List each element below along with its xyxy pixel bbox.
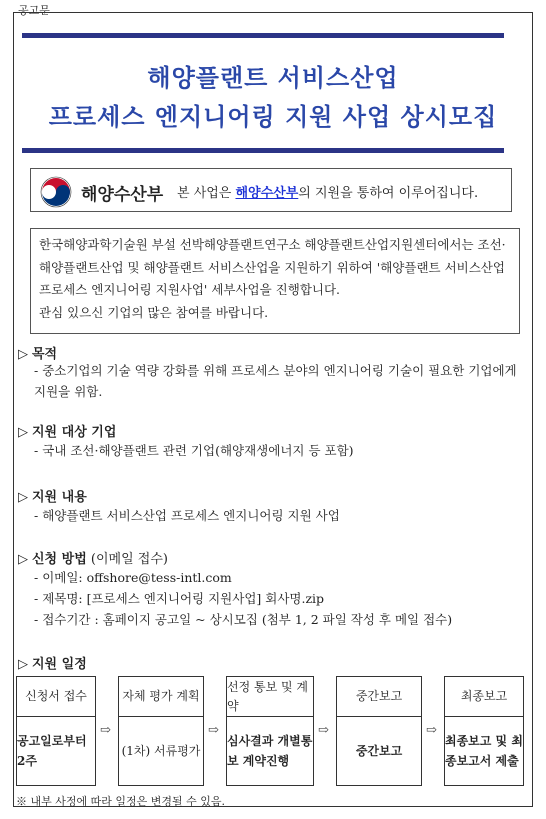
right-arrow-icon: ⇨: [208, 723, 219, 738]
taegeuk-logo-icon: [39, 175, 73, 209]
schedule-step-1-body: 공고일로부터 2주: [16, 716, 96, 786]
section-schedule-heading: [18, 653, 87, 672]
section-target-item: - 국내 조선·해양플랜트 관련 기업(해양재생에너지 등 포함): [34, 443, 354, 458]
ministry-link[interactable]: 해양수산부: [235, 186, 299, 201]
doc-type-label: 공고문: [18, 4, 50, 17]
triangle-right-outline-icon: ▷: [18, 552, 28, 567]
right-arrow-icon: ⇨: [100, 723, 111, 738]
section-target-heading: [18, 421, 116, 440]
section-schedule-title: 지원 일정: [32, 657, 87, 672]
section-target-title: 지원 대상 기업: [32, 425, 117, 440]
right-arrow-icon: ⇨: [318, 723, 329, 738]
top-rule: [22, 33, 504, 38]
section-content-heading: [18, 486, 87, 505]
schedule-step-2-body: (1차) 서류평가: [118, 716, 204, 786]
triangle-right-outline-icon: ▷: [18, 657, 28, 672]
sponsor-box: [30, 168, 512, 212]
section-apply-title: 신청 방법: [32, 552, 87, 567]
triangle-right-outline-icon: ▷: [18, 425, 28, 440]
schedule-step-1-head: 신청서 접수: [16, 676, 96, 717]
section-apply-note: (이메일 접수): [86, 552, 168, 567]
sponsor-message: [177, 182, 478, 201]
sponsor-message-prefix: 본 사업은: [177, 186, 236, 201]
bottom-rule: [22, 148, 504, 153]
schedule-step-4-body: 중간보고: [336, 716, 422, 786]
schedule-step-5-head: 최종보고: [444, 676, 524, 717]
sponsor-message-suffix: 의 지원을 통하여 이루어집니다.: [298, 186, 479, 201]
schedule-step-3-head: 선정 통보 및 계약: [226, 676, 314, 717]
right-arrow-icon: ⇨: [426, 723, 437, 738]
section-apply-heading: [18, 548, 168, 567]
section-content-title: 지원 내용: [32, 490, 87, 505]
section-purpose-title: 목적: [32, 347, 58, 362]
title-line-2: 프로세스 엔지니어링 지원 사업 상시모집: [48, 103, 498, 131]
title-line-1: 해양플랜트 서비스산업: [147, 64, 399, 92]
section-purpose-item: - 중소기업의 기술 역량 강화를 위해 프로세스 분야의 엔지니어링 기술이 필요한 기업에게 지원을 위함.: [34, 363, 517, 399]
schedule-step-3-body: 심사결과 개별통보 계약진행: [226, 716, 314, 786]
apply-subject: - 제목명: [프로세스 엔지니어링 지원사업] 회사명.zip: [34, 591, 325, 606]
intro-paragraph-1: 한국해양과학기술원 부설 선박해양플랜트연구소 해양플랜트산업지원센터에서는 조선·해양플랜트산업 및 해양플랜트 서비스산업을 지원하기 위하여 '해양플랜트 서비스산업 프로세스 엔지니어링 지원사업' 세부사업을 진행합니다.: [39, 237, 506, 297]
triangle-right-outline-icon: ▷: [18, 490, 28, 505]
apply-period: - 접수기간 : 홈페이지 공고일 ~ 상시모집 (첨부 1, 2 파일 작성 후 메일 접수): [34, 612, 453, 627]
triangle-right-outline-icon: ▷: [18, 347, 28, 362]
section-content-item: - 해양플랜트 서비스산업 프로세스 엔지니어링 지원 사업: [34, 508, 340, 523]
footnote: ※ 내부 사정에 따라 일정은 변경될 수 있음.: [16, 795, 225, 808]
apply-email: - 이메일: offshore@tess-intl.com: [34, 570, 232, 585]
ministry-logo-text: 해양수산부: [81, 185, 164, 205]
intro-box: [30, 228, 520, 334]
schedule-step-2-head: 자체 평가 계획: [118, 676, 204, 717]
schedule-step-5-body: 최종보고 및 최종보고서 제출: [444, 716, 524, 786]
schedule-step-4-head: 중간보고: [336, 676, 422, 717]
intro-paragraph-2: 관심 있으신 기업의 많은 참여를 바랍니다.: [39, 304, 269, 320]
